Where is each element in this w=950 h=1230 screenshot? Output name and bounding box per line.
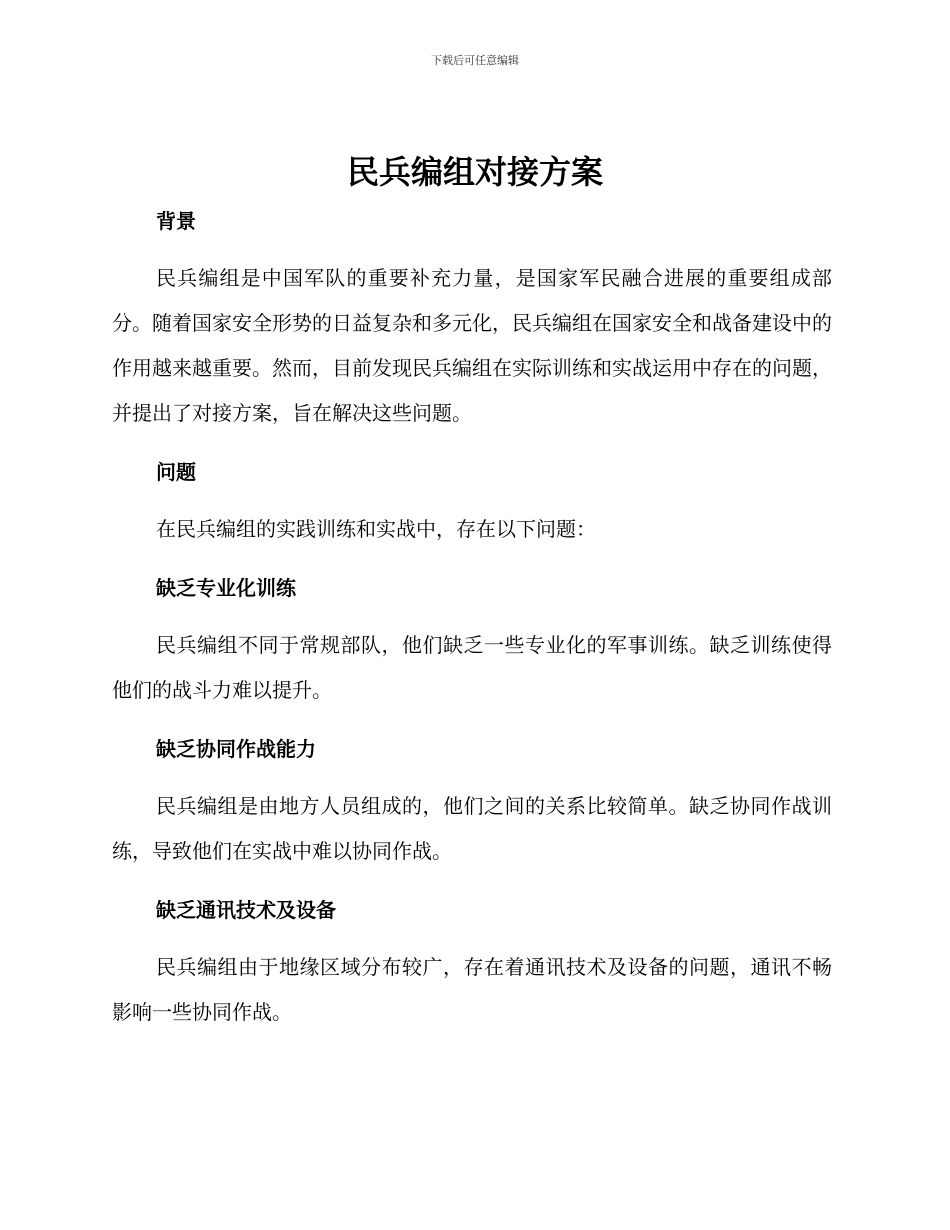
paragraph-lack-coordination: 民兵编组是由地方人员组成的，他们之间的关系比较简单。缺乏协同作战训练，导致他们在实战中难以协同作战。 [112, 794, 832, 863]
section-heading-lack-communication: 缺乏通讯技术及设备 [156, 898, 336, 922]
section-heading-problems: 问题 [156, 460, 196, 484]
paragraph-lack-communication: 民兵编组由于地缘区域分布较广，存在着通讯技术及设备的问题，通讯不畅影响一些协同作战。 [112, 955, 832, 1024]
section-heading-background: 背景 [156, 209, 196, 233]
document-title: 民兵编组对接方案 [346, 153, 603, 191]
paragraph-problems-intro: 在民兵编组的实践训练和实战中，存在以下问题： [156, 517, 596, 541]
section-heading-lack-coordination: 缺乏协同作战能力 [156, 737, 316, 761]
paragraph-lack-training: 民兵编组不同于常规部队，他们缺乏一些专业化的军事训练。缺乏训练使得他们的战斗力难以提升。 [112, 633, 832, 702]
document-body [112, 198, 832, 1048]
paragraph-background: 民兵编组是中国军队的重要补充力量，是国家军民融合进展的重要组成部分。随着国家安全形势的日益复杂和多元化，民兵编组在国家安全和战备建设中的作用越来越重要。然而，目前发现民兵编组在实际训练和实战运用中存在的问题，并提出了对接方案，旨在解决这些问题。 [112, 266, 832, 425]
header-note: 下载后可任意编辑 [431, 54, 519, 67]
section-heading-lack-training: 缺乏专业化训练 [156, 576, 296, 600]
